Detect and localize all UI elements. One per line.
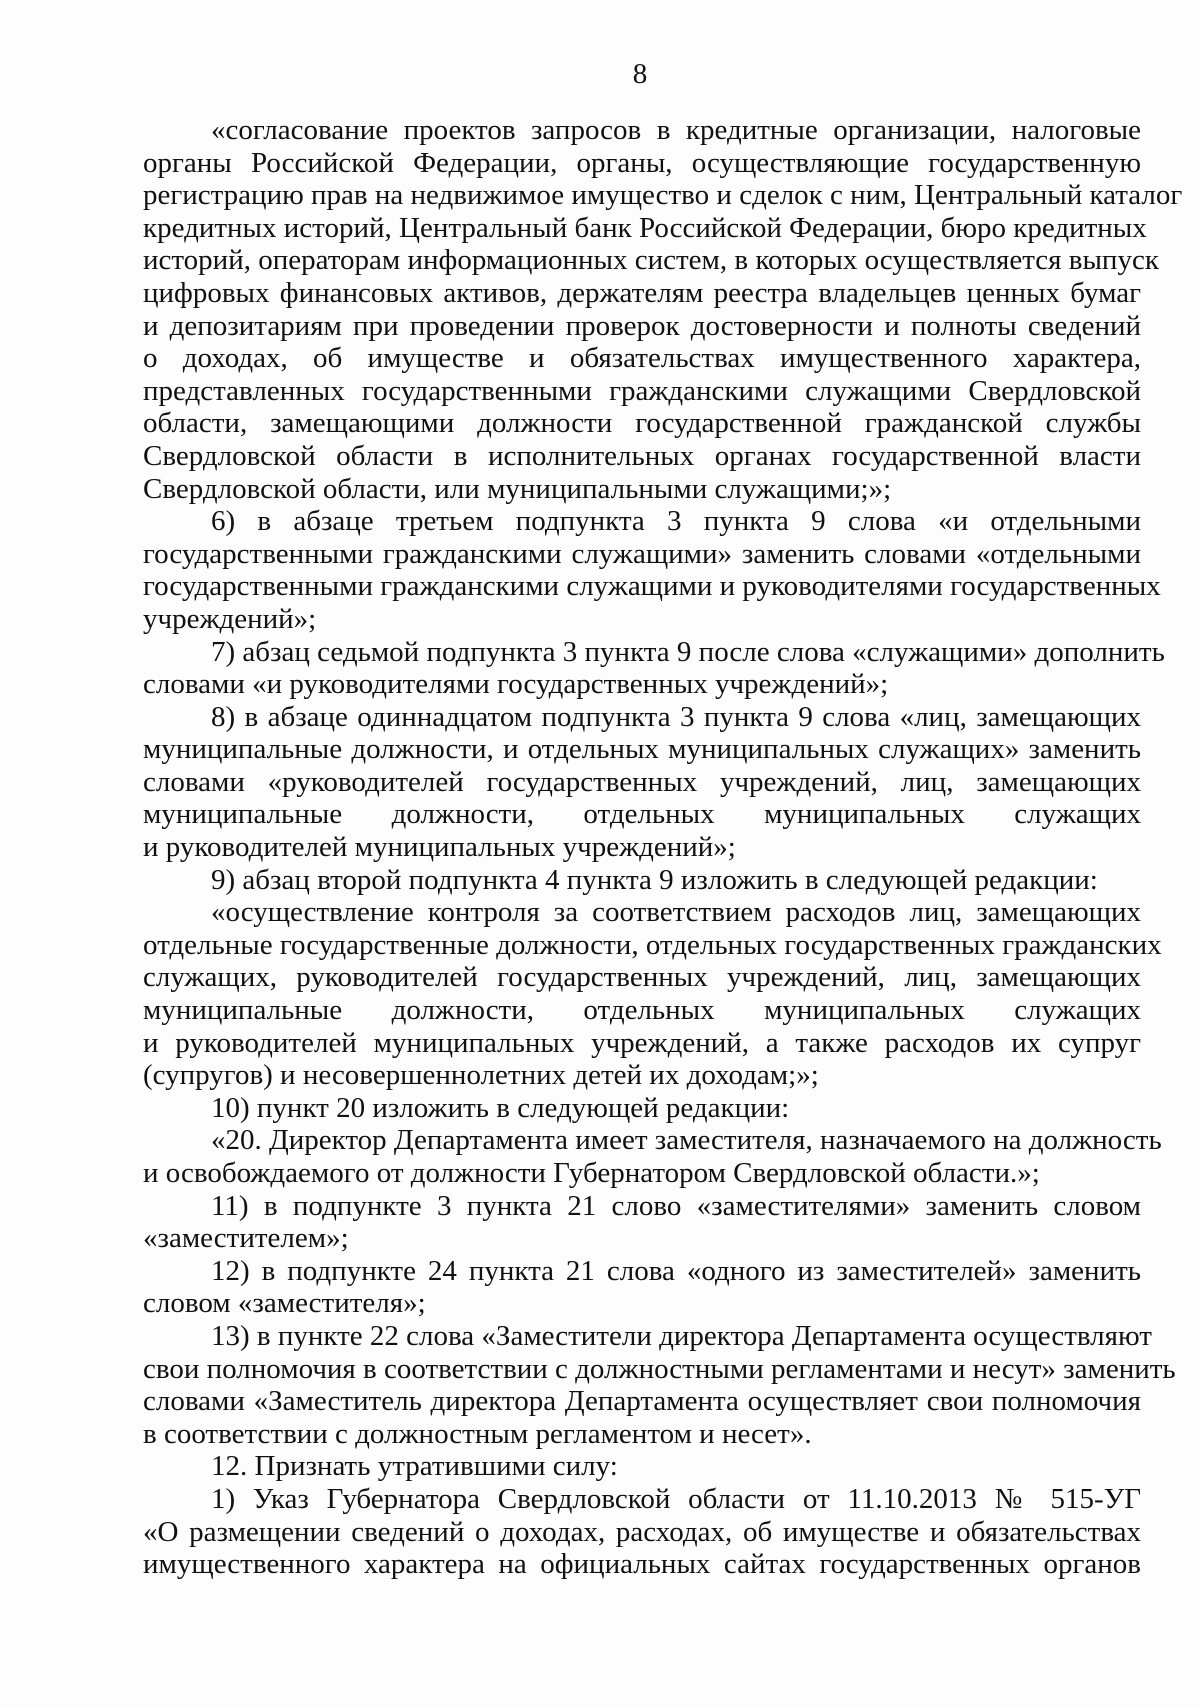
text-line: «20. Директор Департамента имеет заместителя, назначаемого на должность: [211, 1124, 1162, 1157]
text-line: 7) абзац седьмой подпункта 3 пункта 9 после слова «служащими» дополнить: [211, 635, 1165, 668]
text-line: «О размещении сведений о доходах, расходах, об имуществе и обязательствах: [143, 1515, 1141, 1548]
text-line: муниципальные должности, отдельных муниципальных служащих: [143, 994, 1141, 1027]
paragraph: [143, 505, 1161, 635]
paragraph: [143, 864, 1141, 897]
text-line: историй, операторам информационных систем, в которых осуществляется выпуск: [143, 244, 1159, 277]
text-line: словами «и руководителями государственных учреждений»;: [143, 668, 889, 701]
text-line: цифровых финансовых активов, держателям реестра владельцев ценных бумаг: [143, 276, 1141, 309]
text-line: Свердловской области в исполнительных органах государственной власти: [143, 439, 1141, 472]
text-line: «согласование проектов запросов в кредитные организации, налоговые: [211, 114, 1141, 146]
text-line: и депозитариям при проведении проверок достоверности и полноты сведений: [143, 309, 1141, 342]
text-line: 12. Признать утратившими силу:: [211, 1450, 618, 1483]
text-line: о доходах, об имуществе и обязательствах имущественного характера,: [143, 342, 1141, 375]
text-line: 8) в абзаце одиннадцатом подпункта 3 пункта 9 слова «лиц, замещающих: [211, 700, 1141, 733]
text-line: 6) в абзаце третьем подпункта 3 пункта 9 слова «и отдельными: [211, 505, 1141, 538]
text-line: муниципальные должности, и отдельных муниципальных служащих» заменить: [143, 733, 1141, 766]
text-line: словом «заместителя»;: [143, 1287, 426, 1320]
text-line: служащих, руководителей государственных учреждений, лиц, замещающих: [143, 961, 1141, 994]
text-line: в соответствии с должностным регламентом и несет».: [143, 1417, 812, 1450]
text-line: отдельные государственные должности, отдельных государственных гражданских: [143, 928, 1162, 961]
paragraph: [143, 1092, 1141, 1125]
text-line: «осуществление контроля за соответствием расходов лиц, замещающих: [211, 896, 1141, 929]
paragraph: [143, 896, 1162, 1092]
text-line: свои полномочия в соответствии с должностными регламентами и несут» заменить: [143, 1352, 1176, 1385]
text-line: муниципальные должности, отдельных муниципальных служащих: [143, 798, 1141, 831]
text-line: Свердловской области, или муниципальными служащими;»;: [143, 472, 892, 505]
document-body: [143, 114, 1183, 1581]
text-line: 1) Указ Губернатора Свердловской области от 11.10.2013 № 515-УГ: [211, 1482, 1141, 1515]
text-line: государственными гражданскими служащими» заменить словами «отдельными: [143, 537, 1141, 570]
page-number: 8: [632, 58, 648, 90]
text-line: кредитных историй, Центральный банк Российской Федерации, бюро кредитных: [143, 211, 1147, 244]
text-line: имущественного характера на официальных сайтах государственных органов: [143, 1548, 1141, 1581]
text-line: 9) абзац второй подпункта 4 пункта 9 изложить в следующей редакции:: [211, 863, 1098, 896]
text-line: представленных государственными гражданскими служащими Свердловской: [143, 374, 1141, 407]
text-line: органы Российской Федерации, органы, осуществляющие государственную: [143, 146, 1141, 179]
text-line: словами «руководителей государственных учреждений, лиц, замещающих: [143, 765, 1141, 798]
paragraph: [143, 1483, 1141, 1581]
paragraph: [143, 1450, 1141, 1483]
text-line: 13) в пункте 22 слова «Заместители директора Департамента осуществляют: [211, 1319, 1152, 1352]
paragraph: [143, 114, 1183, 505]
paragraph: [143, 1255, 1141, 1320]
text-line: 12) в подпункте 24 пункта 21 слова «одного из заместителей» заменить: [211, 1254, 1141, 1287]
text-line: и руководителей муниципальных учреждений»;: [143, 831, 736, 864]
text-line: и освобождаемого от должности Губернатором Свердловской области.»;: [143, 1157, 1040, 1189]
text-line: 11) в подпункте 3 пункта 21 слово «заместителями» заменить словом: [211, 1189, 1141, 1222]
text-line: и руководителей муниципальных учреждений, а также расходов их супруг: [143, 1026, 1141, 1059]
text-line: (супругов) и несовершеннолетних детей их доходам;»;: [143, 1059, 819, 1092]
text-line: 10) пункт 20 изложить в следующей редакции:: [211, 1091, 790, 1124]
paragraph: [143, 1124, 1162, 1189]
paragraph: [143, 701, 1141, 864]
text-line: словами «Заместитель директора Департамента осуществляет свои полномочия: [143, 1385, 1141, 1418]
text-line: области, замещающими должности государственной гражданской службы: [143, 407, 1141, 440]
text-line: государственными гражданскими служащими и руководителями государственных: [143, 570, 1161, 603]
paragraph: [143, 635, 1165, 701]
paragraph: [143, 1190, 1141, 1255]
paragraph: [143, 1319, 1176, 1450]
text-line: регистрацию прав на недвижимое имущество и сделок с ним, Центральный каталог: [143, 179, 1183, 212]
text-line: учреждений»;: [143, 602, 317, 635]
text-line: «заместителем»;: [143, 1222, 349, 1255]
